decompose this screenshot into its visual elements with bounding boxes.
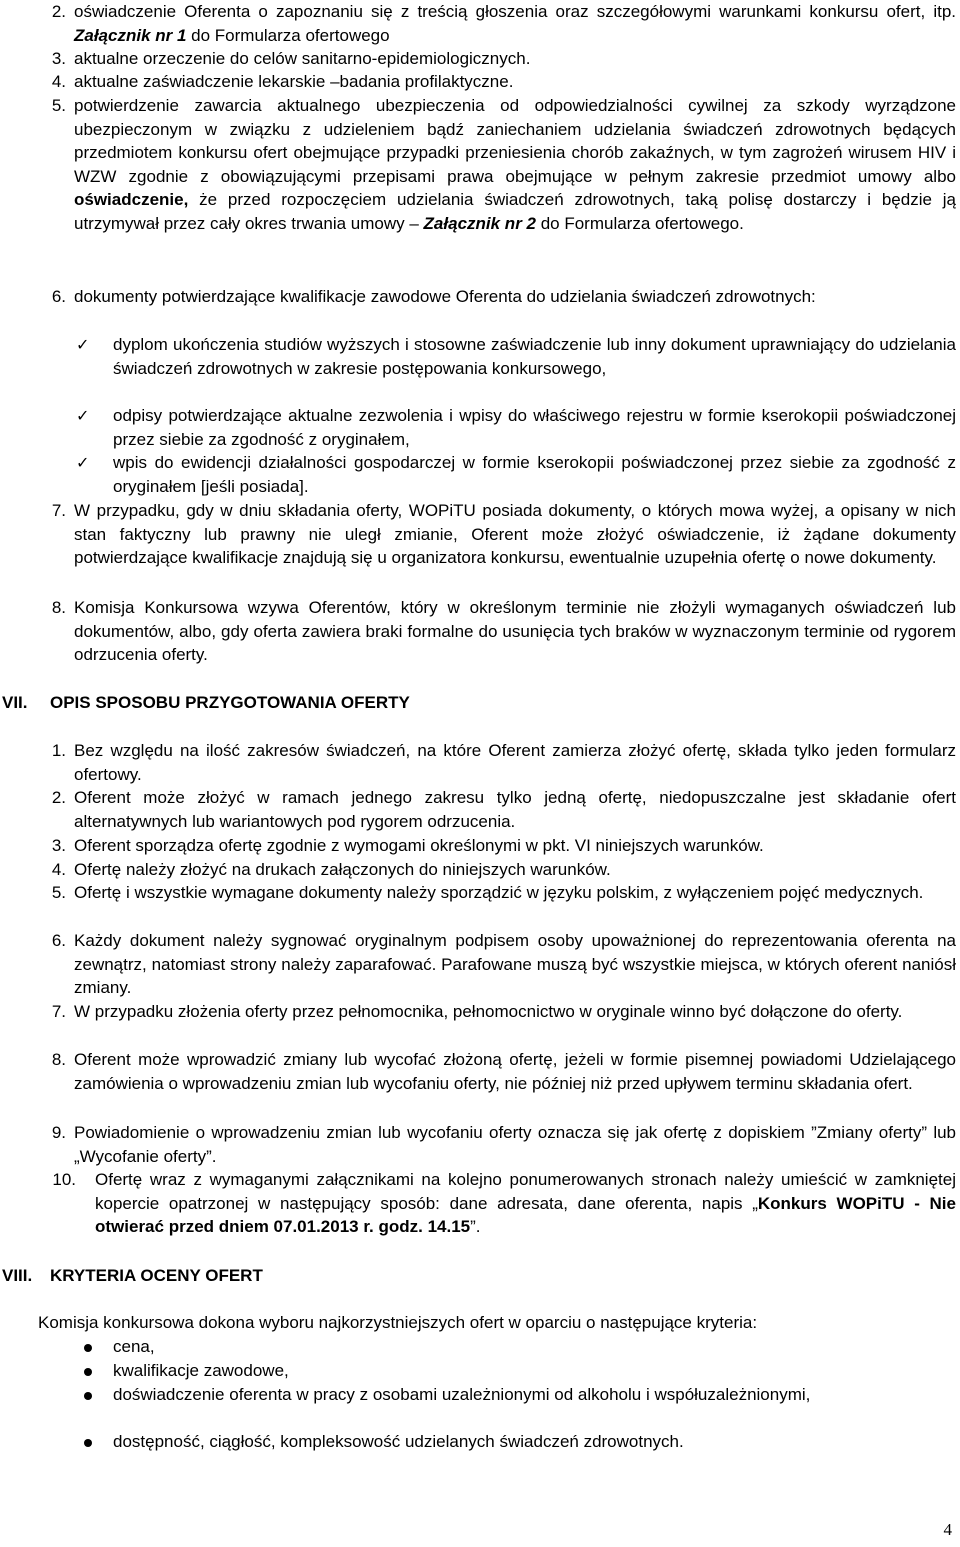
bullet-icon: [84, 1344, 92, 1352]
attachment-reference: Załącznik nr 1: [74, 25, 187, 45]
list-number: 5.: [51, 96, 66, 115]
list-number: 2.: [51, 2, 66, 21]
list-item: Każdy dokument należy sygnować oryginalnym podpisem osoby upoważnionej do reprezentowania oferenta na zewnątrz, natomiast strony należy zaparafować. Parafowane muszą być wszystkie miejsca, w których oferent naniósł zmiany.: [74, 931, 956, 997]
list-number: 7.: [51, 1002, 66, 1021]
list-item: Ofertę wraz z wymaganymi załącznikami na kolejno ponumerowanych stronach należy umieścić w zamkniętej kopercie opatrzonej w następujący sposób: dane adresata, dane oferenta, napis „Konkurs WOPiTU - Nie otwierać przed dniem 07.01.2013 r. godz. 14.15”.: [95, 1170, 956, 1236]
list-number: 4.: [51, 860, 66, 879]
list-number: 6.: [51, 931, 66, 950]
bullet-icon: [84, 1368, 92, 1376]
list-item: Oferent może wprowadzić zmiany lub wycofać złożoną ofertę, jeżeli w formie pisemnej powiadomi Udzielającego zamówienia o wprowadzeniu zmian lub wycofaniu oferty, nie później niż przed upływem terminu składania ofert.: [74, 1050, 956, 1093]
list-number: 7.: [51, 501, 66, 520]
check-list-item: odpisy potwierdzające aktualne zezwolenia i wpisy do właściwego rejestru w formie kserokopii poświadczonej przez siebie za zgodność z oryginałem,: [113, 406, 956, 449]
list-item: aktualne orzeczenie do celów sanitarno-epidemiologicznych.: [74, 49, 531, 68]
list-item: Ofertę należy złożyć na drukach załączonych do niniejszych warunków.: [74, 860, 611, 879]
list-number: 8.: [51, 1050, 66, 1069]
check-list-item: dyplom ukończenia studiów wyższych i stosowne zaświadczenie lub inny dokument uprawniający do udzielania świadczeń zdrowotnych w zakresie postępowania konkursowego,: [113, 335, 956, 378]
criteria-intro: Komisja konkursowa dokona wyboru najkorzystniejszych ofert w oparciu o następujące kryteria:: [38, 1313, 758, 1332]
bullet-icon: [84, 1439, 92, 1447]
list-number: 5.: [51, 883, 66, 902]
list-number: 2.: [51, 788, 66, 807]
section-number: VII.: [2, 693, 28, 712]
list-item: oświadczenie Oferenta o zapoznaniu się z treścią głoszenia oraz szczegółowymi warunkami konkursu ofert, itp. Załącznik nr 1 do Formularza ofertowego: [74, 2, 956, 45]
criteria-item: doświadczenie oferenta w pracy z osobami uzależnionymi od alkoholu i współuzależnionymi,: [113, 1385, 811, 1404]
list-item: dokumenty potwierdzające kwalifikacje zawodowe Oferenta do udzielania świadczeń zdrowotnych:: [74, 287, 816, 306]
bullet-icon: [84, 1392, 92, 1400]
criteria-item: dostępność, ciągłość, kompleksowość udzielanych świadczeń zdrowotnych.: [113, 1432, 684, 1451]
list-number: 9.: [51, 1123, 66, 1142]
page-number: 4: [943, 1520, 952, 1539]
list-number: 10.: [52, 1170, 76, 1189]
checkmark-icon: ✓: [76, 406, 90, 425]
list-number: 3.: [51, 49, 66, 68]
check-list-item: wpis do ewidencji działalności gospodarczej w formie kserokopii poświadczonej przez siebie za zgodność z oryginałem [jeśli posiada].: [113, 453, 956, 496]
list-item: Oferent sporządza ofertę zgodnie z wymogami określonymi w pkt. VI niniejszych warunków.: [74, 836, 764, 855]
list-item: W przypadku złożenia oferty przez pełnomocnika, pełnomocnictwo w oryginale winno być dołączone do oferty.: [74, 1002, 903, 1021]
list-item: potwierdzenie zawarcia aktualnego ubezpieczenia od odpowiedzialności cywilnej za szkody wyrządzone ubezpieczonym w związku z udzieleniem bądź zaniechaniem udzielania świadczeń zdrowotnych będących przedmiotem konkursu ofert obejmujące przypadki przeniesienia chorób zakaźnych, w tym zagrożeń wirusem HIV i WZW zgodnie z obowiązującymi przepisami prawa obejmujące w pełnym zakresie przedmiot umowy albo oświadczenie, że przed rozpoczęciem udzielania świadczeń zdrowotnych, taką polisę dostarczy i będzie ją utrzymywał przez cały okres trwania umowy – Załącznik nr 2 do Formularza ofertowego.: [74, 96, 956, 233]
section-number: VIII.: [2, 1266, 33, 1285]
envelope-label: Konkurs WOPiTU - Nie otwierać przed dniem 07.01.2013 r. godz. 14.15: [95, 1193, 956, 1236]
list-item: Oferent może złożyć w ramach jednego zakresu tylko jedną ofertę, niedopuszczalne jest składanie ofert alternatywnych lub wariantowych pod rygorem odrzucenia.: [74, 788, 956, 831]
list-item: W przypadku, gdy w dniu składania oferty, WOPiTU posiada dokumenty, o których mowa wyżej, a opisany w nich stan faktyczny lub prawny nie uległ zmianie, Oferent może złożyć oświadczenie, iż żądane dokumenty potwierdzające kwalifikacje znajdują się u organizatora konkursu, ewentualnie uzupełnia ofertę o nowe dokumenty.: [74, 501, 956, 567]
list-number: 3.: [51, 836, 66, 855]
list-item: aktualne zaświadczenie lekarskie –badania profilaktyczne.: [74, 72, 514, 91]
checkmark-icon: ✓: [76, 335, 90, 354]
list-number: 6.: [51, 287, 66, 306]
list-item: Bez względu na ilość zakresów świadczeń, na które Oferent zamierza złożyć ofertę, składa tylko jeden formularz ofertowy.: [74, 741, 956, 784]
section-heading: KRYTERIA OCENY OFERT: [50, 1266, 263, 1285]
criteria-item: kwalifikacje zawodowe,: [113, 1361, 289, 1380]
attachment-reference: Załącznik nr 2: [423, 213, 536, 233]
criteria-item: cena,: [113, 1337, 155, 1356]
list-number: 1.: [51, 741, 66, 760]
list-number: 8.: [51, 598, 66, 617]
list-item: Ofertę i wszystkie wymagane dokumenty należy sporządzić w języku polskim, z wyłączeniem pojęć medycznych.: [74, 883, 924, 902]
list-item: Komisja Konkursowa wzywa Oferentów, który w określonym terminie nie złożyli wymaganych oświadczeń lub dokumentów, albo, gdy oferta zawiera braki formalne do usunięcia tych braków w wyznaczonym terminie od rygorem odrzucenia oferty.: [74, 598, 956, 664]
section-heading: OPIS SPOSOBU PRZYGOTOWANIA OFERTY: [50, 693, 410, 712]
list-item: Powiadomienie o wprowadzeniu zmian lub wycofaniu oferty oznacza się jak ofertę z dopiskiem ”Zmiany oferty” lub „Wycofanie oferty”.: [74, 1123, 956, 1166]
list-number: 4.: [51, 72, 66, 91]
checkmark-icon: ✓: [76, 453, 90, 472]
